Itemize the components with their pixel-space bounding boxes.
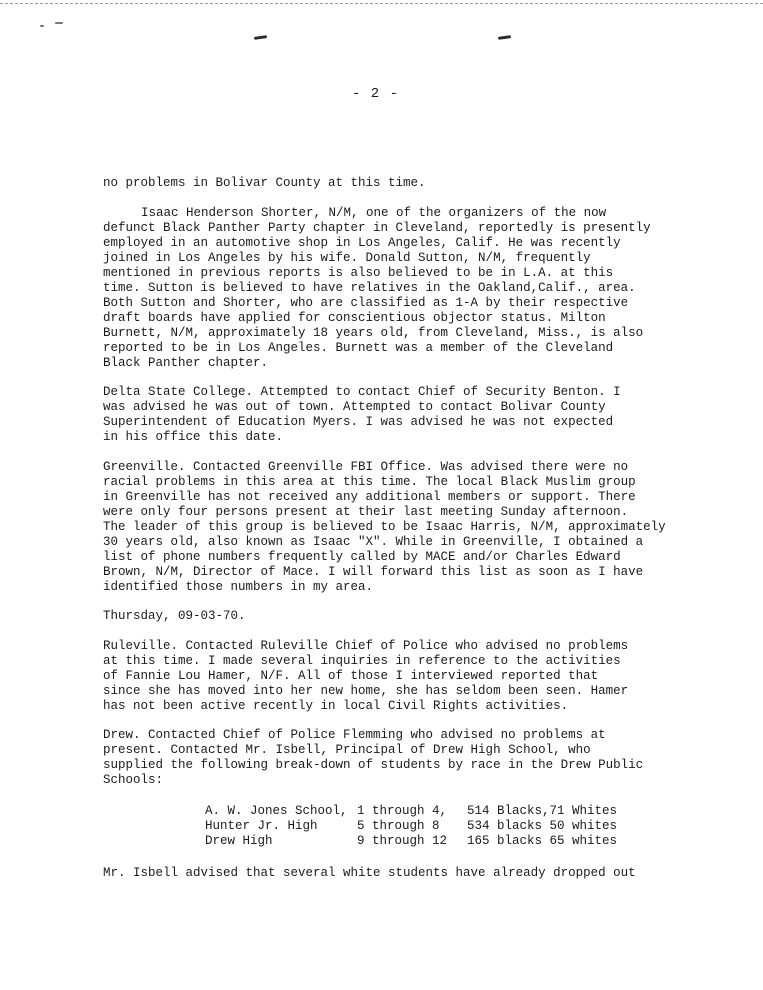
- text-line: was advised he was out of town. Attempted to contact Bolivar County: [103, 400, 606, 414]
- page-number: - 2 -: [352, 86, 400, 102]
- text-line: has not been active recently in local Civil Rights activities.: [103, 698, 569, 713]
- text-line: identified those numbers in my area.: [103, 579, 374, 594]
- text-line: at this time. I made several inquiries in reference to the activities: [103, 653, 621, 668]
- page-top-perforation: [0, 3, 763, 4]
- paragraph: [103, 639, 663, 714]
- text-line: Ruleville. Contacted Ruleville Chief of Police who advised no problems: [103, 638, 629, 653]
- text-line: reported to be in Los Angeles. Burnett was a member of the Cleveland: [103, 340, 614, 355]
- text-line: in his office this date.: [103, 430, 284, 444]
- text-line: present. Contacted Mr. Isbell, Principal of Drew High School, who: [103, 743, 591, 757]
- text-line: Greenville. Contacted Greenville FBI Office. Was advised there were no: [103, 459, 629, 474]
- text-line: Isaac Henderson Shorter, N/M, one of the organizers of the now: [141, 205, 607, 220]
- text-line: were only four persons present at their last meeting Sunday afternoon.: [103, 504, 629, 519]
- text-line: joined in Los Angeles by his wife. Donald Sutton, N/M, frequently: [103, 250, 591, 265]
- white-count: 71 Whites: [549, 803, 618, 818]
- closing-line: Mr. Isbell advised that several white students have already dropped out: [103, 866, 636, 880]
- text-line: draft boards have applied for conscientious objector status. Milton: [103, 310, 606, 325]
- text-line: supplied the following break-down of students by race in the Drew Public: [103, 758, 644, 772]
- text-line: mentioned in previous reports is also believed to be in L.A. at this: [103, 265, 614, 280]
- text-line: time. Sutton is believed to have relatives in the Oakland,Calif., area.: [103, 280, 636, 295]
- paragraph: [103, 206, 663, 371]
- table-row: [205, 803, 650, 818]
- text-line: Both Sutton and Shorter, who are classified as 1-A by their respective: [103, 295, 629, 310]
- grade-range: 9 through 12: [357, 833, 448, 848]
- text-line: list of phone numbers frequently called by MACE and/or Charles Edward: [103, 549, 621, 564]
- paragraph: [103, 385, 663, 445]
- grade-range: 1 through 4,: [357, 803, 448, 818]
- text-line: Black Panther chapter.: [103, 355, 269, 370]
- text-line: no problems in Bolivar County at this time.: [103, 176, 426, 190]
- text-line: in Greenville has not received any additional members or support. There: [103, 489, 636, 504]
- text-line: Brown, N/M, Director of Mace. I will forward this list as soon as I have: [103, 564, 644, 579]
- school-name: A. W. Jones School,: [205, 803, 348, 818]
- text-line: of Fannie Lou Hamer, N/F. All of those I interviewed reported that: [103, 668, 599, 683]
- text-line: Thursday, 09-03-70.: [103, 609, 246, 623]
- hole-punch-mark-left: [254, 35, 267, 40]
- white-count: 50 whites: [549, 818, 618, 833]
- document-body: [103, 176, 666, 803]
- paragraph: [103, 459, 666, 595]
- text-line: Schools:: [103, 773, 164, 787]
- table-row: [205, 818, 650, 833]
- hole-punch-mark-right: [498, 35, 511, 40]
- text-line: 30 years old, also known as Isaac "X". While in Greenville, I obtained a: [103, 534, 644, 549]
- school-name: Drew High: [205, 833, 273, 848]
- table-row: [205, 833, 650, 848]
- text-line: employed in an automotive shop in Los Angeles, Calif. He was recently: [103, 235, 621, 250]
- text-line: Drew. Contacted Chief of Police Flemming who advised no problems at: [103, 728, 606, 742]
- text-line: Delta State College. Attempted to contact Chief of Security Benton. I: [103, 385, 621, 399]
- black-count: 165 blacks: [467, 833, 543, 848]
- scan-speck: [55, 22, 63, 24]
- paragraph: [103, 609, 663, 624]
- text-line: racial problems in this area at this time. The local Black Muslim group: [103, 474, 636, 489]
- text-line: Burnett, N/M, approximately 18 years old, from Cleveland, Miss., is also: [103, 325, 644, 340]
- paragraph: [103, 728, 663, 788]
- scan-speck: [40, 25, 44, 27]
- text-line: defunct Black Panther Party chapter in Cleveland, reportedly is presently: [103, 220, 651, 235]
- white-count: 65 whites: [549, 833, 618, 848]
- school-name: Hunter Jr. High: [205, 818, 318, 833]
- text-line: Superintendent of Education Myers. I was advised he was not expected: [103, 415, 614, 429]
- grade-range: 5 through 8: [357, 818, 440, 833]
- text-line: The leader of this group is believed to be Isaac Harris, N/M, approximately: [103, 519, 666, 534]
- black-count: 534 blacks: [467, 818, 543, 833]
- enrollment-table: [205, 803, 650, 848]
- text-line: since she has moved into her new home, she has seldom been seen. Hamer: [103, 683, 629, 698]
- paragraph: [103, 176, 663, 191]
- black-count: 514 Blacks,: [467, 803, 550, 818]
